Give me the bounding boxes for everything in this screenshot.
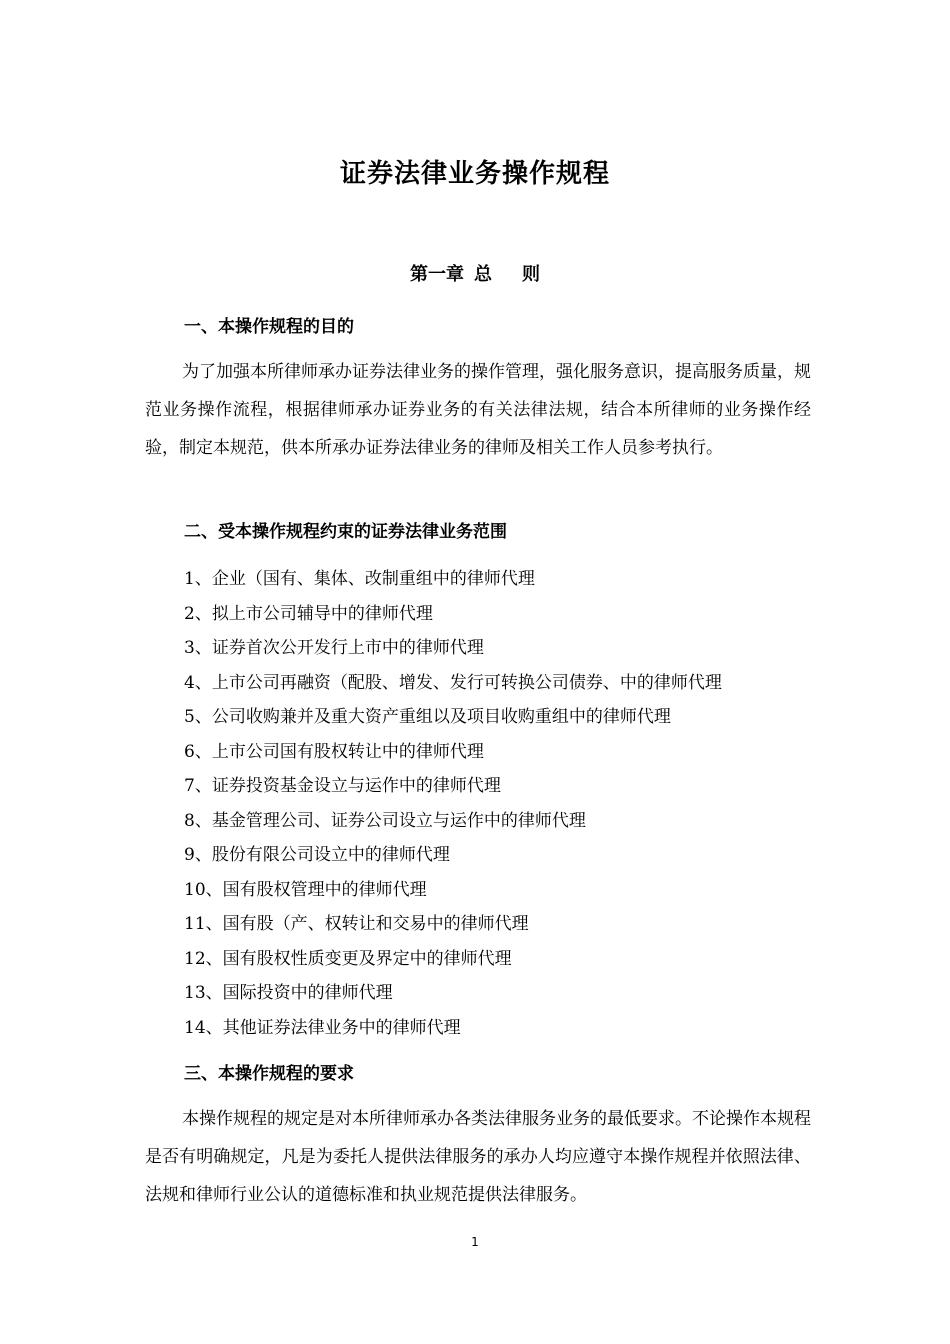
list-item: 11、国有股（产、权转让和交易中的律师代理 [184,914,529,934]
scope-list [184,562,722,1045]
section-heading-scope: 二、受本操作规程约束的证券法律业务范围 [184,522,507,542]
list-item: 12、国有股权性质变更及界定中的律师代理 [184,948,512,969]
chapter-heading [0,260,950,290]
list-item: 10、国有股权管理中的律师代理 [184,879,427,900]
list-item: 3、证券首次公开发行上市中的律师代理 [184,638,484,658]
section-heading-purpose: 一、本操作规程的目的 [184,317,354,337]
list-item: 9、股份有限公司设立中的律师代理 [184,845,450,865]
list-item: 2、拟上市公司辅导中的律师代理 [184,603,433,624]
chapter-title-char-2: 则 [522,264,540,285]
chapter-number: 第一章 [410,264,464,285]
page-number: 1 [471,1235,479,1249]
list-item: 4、上市公司再融资（配股、增发、发行可转换公司债券、中的律师代理 [184,672,722,693]
paragraph-requirements: 本操作规程的规定是对本所律师承办各类法律服务业务的最低要求。不论操作本规程是否有明确规定，凡是为委托人提供法律服务的承办人均应遵守本操作规程并依照法律、法规和律师行业公认的道德标准和执业规范提供法律服务。 [145,1109,811,1205]
list-item: 5、公司收购兼并及重大资产重组以及项目收购重组中的律师代理 [184,707,671,727]
section-heading-requirements: 三、本操作规程的要求 [184,1064,354,1084]
list-item: 14、其他证券法律业务中的律师代理 [184,1017,461,1038]
list-item: 7、证券投资基金设立与运作中的律师代理 [184,776,501,796]
list-item: 6、上市公司国有股权转让中的律师代理 [184,741,484,762]
chapter-title-char-1: 总 [474,264,492,285]
list-item: 1、企业（国有、集体、改制重组中的律师代理 [184,569,535,589]
paragraph-purpose: 为了加强本所律师承办证券法律业务的操作管理，强化服务意识，提高服务质量，规范业务操作流程，根据律师承办证券业务的有关法律法规，结合本所律师的业务操作经验，制定本规范，供本所承办证券法律业务的律师及相关工作人员参考执行。 [145,362,811,458]
list-item: 13、国际投资中的律师代理 [184,983,393,1003]
list-item: 8、基金管理公司、证券公司设立与运作中的律师代理 [184,810,586,831]
document-title: 证券法律业务操作规程 [339,159,610,189]
